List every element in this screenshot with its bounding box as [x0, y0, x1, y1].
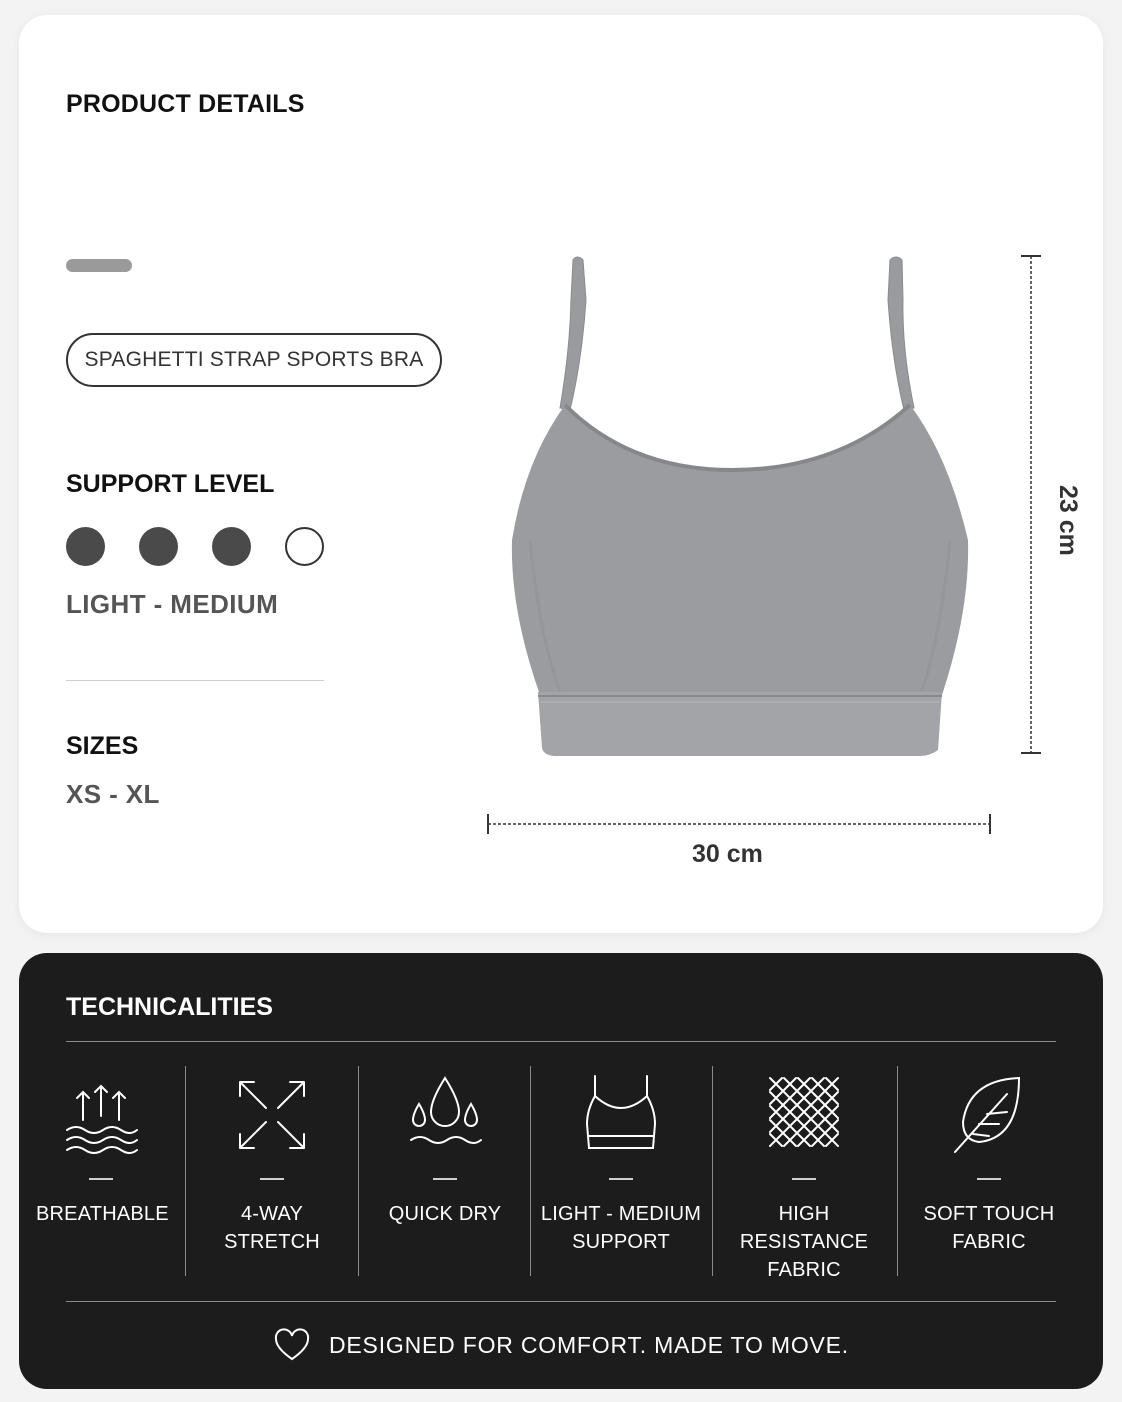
feature-4-way-stretch	[207, 1070, 337, 1256]
feature-label: QUICK DRY	[388, 1203, 502, 1225]
bra-icon	[581, 1070, 661, 1156]
feature-divider	[897, 1066, 898, 1276]
tech-bottom-divider	[66, 1301, 1056, 1302]
feature-label: HIGH RESISTANCE FABRIC	[739, 1203, 869, 1281]
mesh-icon	[764, 1070, 844, 1156]
feature-divider	[185, 1066, 186, 1276]
footer-text: DESIGNED FOR COMFORT. MADE TO MOVE.	[329, 1331, 849, 1358]
feature-breathable	[36, 1070, 169, 1228]
feature-label: SOFT TOUCH FABRIC	[923, 1203, 1055, 1253]
technicalities-title: TECHNICALITIES	[66, 993, 273, 1021]
feature-dash	[89, 1178, 113, 1180]
feature-divider	[530, 1066, 531, 1276]
feature-divider	[358, 1066, 359, 1276]
product-details-title: PRODUCT DETAILS	[66, 90, 305, 118]
sizes-text: XS - XL	[66, 779, 160, 809]
product-name-label: SPAGHETTI STRAP SPORTS BRA	[84, 348, 424, 371]
leaf-icon	[949, 1070, 1029, 1156]
feature-dash	[609, 1178, 633, 1180]
breathable-icon	[61, 1070, 141, 1156]
water-drops-icon	[405, 1070, 485, 1156]
feature-label: BREATHABLE	[36, 1203, 169, 1225]
feature-soft-touch-fabric	[914, 1070, 1064, 1256]
feature-high-resistance-fabric	[732, 1070, 876, 1284]
width-dimension-label: 30 cm	[692, 840, 763, 868]
height-dimension-label: 23 cm	[1054, 484, 1082, 556]
feature-quick-dry	[380, 1070, 510, 1228]
feature-label: LIGHT - MEDIUM SUPPORT	[540, 1203, 702, 1253]
support-level-text: LIGHT - MEDIUM	[66, 589, 279, 619]
feature-label: 4-WAY STRETCH	[224, 1203, 320, 1253]
feature-light-medium-support	[540, 1070, 702, 1256]
feature-divider	[712, 1066, 713, 1276]
feature-dash	[792, 1178, 816, 1180]
feature-dash	[260, 1178, 284, 1180]
feature-dash	[433, 1178, 457, 1180]
stretch-icon	[232, 1070, 312, 1156]
feature-dash	[977, 1178, 1001, 1180]
support-level-heading: SUPPORT LEVEL	[66, 470, 275, 498]
heart-icon	[273, 1328, 311, 1362]
sizes-heading: SIZES	[66, 732, 139, 760]
tech-top-divider	[66, 1041, 1056, 1042]
footer-tagline	[0, 1322, 1122, 1368]
